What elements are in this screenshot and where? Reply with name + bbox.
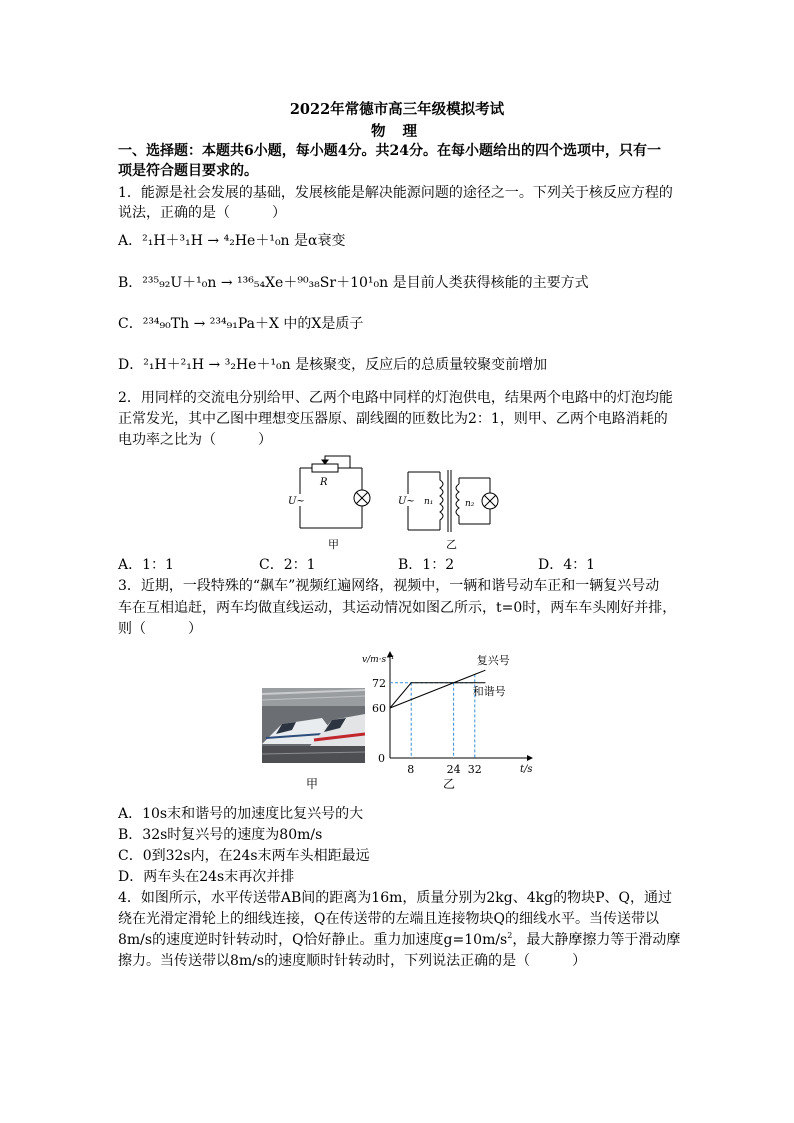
q3-stem-line3: 则（ ） bbox=[118, 621, 202, 637]
tick-label-60: 60 bbox=[372, 702, 386, 715]
chart-caption: 乙 bbox=[443, 777, 456, 791]
source-label-jia: U~ bbox=[288, 496, 305, 507]
q4-line1: 4．如图所示，水平传送带AB间的距离为16m，质量分别为2kg、4kg的物块P、Q，通过 bbox=[118, 890, 672, 906]
q4-line2: 绕在光滑定滑轮上的细线连接，Q在传送带的左端且连接物块Q的细线水平。当传送带以 bbox=[118, 911, 659, 927]
q2-option-d: D．4：1 bbox=[538, 557, 596, 573]
q1-option-b bbox=[118, 274, 589, 292]
primary-coil-label: n₁ bbox=[424, 497, 434, 507]
q4-line3-sup: 2 bbox=[507, 931, 513, 940]
q1-option-c-formula: C．²³⁴₉₀Th → ²³⁴₉₁Pa＋X bbox=[118, 316, 279, 332]
q4-line3-b: ，最大静摩擦力等于滑动摩 bbox=[512, 932, 681, 948]
q1-option-c bbox=[118, 315, 363, 333]
q1-stem-line1: 1．能源是社会发展的基础，发展核能是解决能源问题的途径之一。下列关于核反应方程的 bbox=[118, 185, 673, 201]
photo-caption: 甲 bbox=[306, 777, 319, 791]
q2-stem-line2: 正常发光，其中乙图中理想变压器原、副线圈的匝数比为2：1，则甲、乙两个电路消耗的 bbox=[118, 411, 668, 427]
tick-label-32: 32 bbox=[467, 763, 482, 776]
q2-option-a: A．1：1 bbox=[118, 557, 174, 573]
q2-stem-line3: 电功率之比为（ ） bbox=[118, 432, 272, 448]
secondary-coil-label: n₂ bbox=[465, 499, 475, 509]
q2-option-c: C．2：1 bbox=[259, 557, 316, 573]
x-axis-label: t/s bbox=[520, 764, 533, 775]
q1-option-a bbox=[118, 232, 346, 250]
resistor-icon bbox=[312, 464, 338, 472]
q3-option-c: C．0到32s内，在24s末两车头相距最远 bbox=[118, 848, 370, 864]
q1-option-d bbox=[118, 356, 547, 374]
series-line-fuxing bbox=[390, 670, 485, 708]
q3-stem-line2: 车在互相追赶，两车均做直线运动，其运动情况如图乙所示，t=0时，两车车头刚好并排， bbox=[118, 600, 677, 616]
series-label-fuxing: 复兴号 bbox=[476, 654, 510, 668]
caption-jia: 甲 bbox=[328, 538, 339, 551]
series-line-hexie bbox=[390, 683, 485, 708]
exam-title: 2022年常德市高三年级模拟考试 bbox=[289, 101, 505, 118]
caption-yi: 乙 bbox=[446, 538, 457, 551]
tick-label-72: 72 bbox=[372, 676, 386, 690]
tick-label-8: 8 bbox=[407, 763, 415, 776]
q3-stem-line1: 3．近期，一段特殊的“飙车”视频红遍网络，视频中，一辆和谐号动车正和一辆复兴号动 bbox=[118, 578, 660, 594]
q1-option-a-formula: A．²₁H＋³₁H → ⁴₂He＋¹₀n bbox=[118, 233, 290, 249]
q1-option-b-text: 是目前人类获得核能的主要方式 bbox=[392, 275, 589, 291]
y-axis-label: v/m·s⁻¹ bbox=[362, 655, 395, 665]
q4-line4: 擦力。当传送带以8m/s的速度顺时针转动时，下列说法正确的是（ ） bbox=[118, 953, 587, 969]
q1-option-d-formula: D．²₁H＋²₁H → ³₂He＋¹₀n bbox=[118, 357, 291, 373]
section-instructions-line2: 项是符合题目要求的。 bbox=[118, 163, 258, 179]
source-label-yi: U~ bbox=[398, 496, 415, 507]
train-photo bbox=[262, 688, 365, 763]
q1-option-c-text: 中的X是质子 bbox=[283, 316, 364, 332]
q1-stem-line2: 说法，正确的是（ ） bbox=[118, 205, 286, 221]
q3-option-a: A．10s末和谐号的加速度比复兴号的大 bbox=[118, 806, 364, 822]
q3-option-d: D．两车头在24s末再次并排 bbox=[118, 869, 295, 885]
q1-option-b-formula: B．²³⁵₉₂U＋¹₀n → ¹³⁶₅₄Xe＋⁹⁰₃₈Sr＋10¹₀n bbox=[118, 275, 389, 291]
q1-option-a-text: 是α衰变 bbox=[294, 233, 346, 249]
q3-option-b: B．32s时复兴号的速度为80m/s bbox=[118, 827, 323, 843]
q1-option-d-text: 是核聚变，反应后的总质量较聚变前增加 bbox=[295, 357, 548, 373]
vt-chart bbox=[360, 648, 540, 794]
subject-title: 物 理 bbox=[370, 123, 424, 140]
q2-stem-line1: 2．用同样的交流电分别给甲、乙两个电路中同样的灯泡供电，结果两个电路中的灯泡均能 bbox=[118, 390, 673, 406]
q2-circuit-diagrams bbox=[280, 452, 510, 552]
tick-label-0: 0 bbox=[378, 752, 385, 765]
q4-line3 bbox=[118, 931, 680, 951]
tick-label-24: 24 bbox=[446, 763, 461, 776]
series-label-hexie: 和谐号 bbox=[472, 685, 506, 698]
q2-option-b: B．1：2 bbox=[398, 557, 455, 573]
section-instructions-line1: 一、选择题：本题共6小题，每小题4分。共24分。在每小题给出的四个选项中，只有一 bbox=[118, 143, 661, 159]
resistor-label: R bbox=[320, 477, 328, 488]
q4-line3-a: 8m/s的速度逆时针转动时，Q恰好静止。重力加速度g=10m/s bbox=[118, 932, 508, 948]
